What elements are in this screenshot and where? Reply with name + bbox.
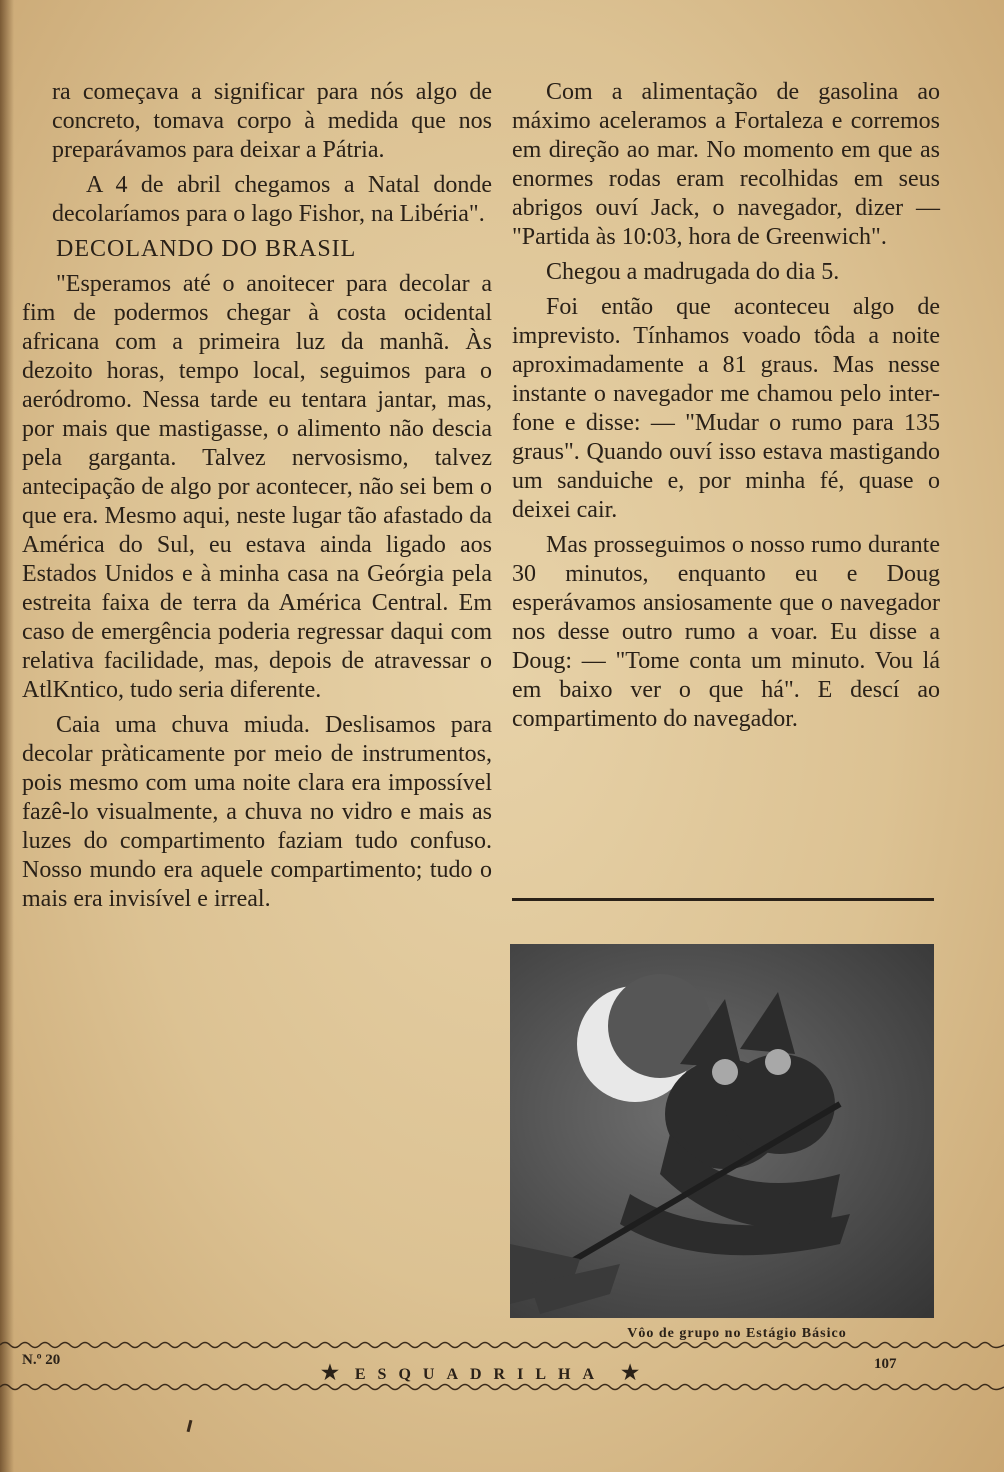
footer-bottom-wavy-line [0,1382,1004,1392]
star-icon: ★ [621,1362,640,1384]
section-heading: DECOLANDO DO BRASIL [56,236,357,262]
left-paragraph-1: ra começava a significar para nós algo de concreto, tomava corpo à medida que nos preparávamos para deixar a Pátria. [52,79,492,163]
magazine-name: ESQUADRILHA [354,1366,606,1383]
left-paragraph-4: Caia uma chuva miuda. Deslisamos para decolar pràticamente por meio de instrumentos, pois mesmo com uma noite clara era impossível fazê-lo visualmente, a chuva no vidro e mais as luzes do compartimento faziam tudo confuso. Nosso mundo era aquele compartimento; tudo o mais era invisível e irreal. [22,712,492,912]
ink-mark [187,1420,193,1432]
witches-illustration [510,944,934,1318]
left-paragraph-3: "Esperamos até o anoitecer para decolar a fim de podermos chegar à costa ocidental africana com a primeira luz da manhã. Às dezoito horas, tempo local, seguimos para o aeródromo. Nessa tarde eu tentara jantar, mas, por mais que mastigasse, o alimento não descia pela garganta. Talvez nervosismo, talvez antecipação de algo por acontecer, não sei bem o que era. Mesmo aqui, neste lugar tão afastado da América do Sul, eu estava ainda ligado aos Estados Unidos e à minha casa na Geórgia pela estreita faixa de terra da América Central. Em caso de emergência poderia regressar daqui com relativa facilidade, mas, depois de atravessar o AtlKntico, tudo seria diferente. [22,271,492,703]
left-column [22,78,492,920]
right-paragraph-3: Foi então que aconteceu algo de imprevisto. Tínhamos voado tôda a noite aproximadamente a 81 graus. Mas nesse instante o navegador me chamou pelo inter-fone e disse: — "Mudar o rumo para 135 graus". Quando ouví isso estava mastigando um sanduiche e, por minha fé, quase o deixei cair. [512,294,940,523]
right-column [512,78,940,740]
page-footer [0,1352,1004,1382]
footer-top-wavy-line [0,1340,1004,1350]
left-paragraph-2: A 4 de abril chegamos a Natal donde decolaríamos para o lago Fishor, na Libéria". [52,172,492,227]
right-paragraph-1: Com a alimentação de gasolina ao máximo aceleramos a Fortaleza e corremos em direção ao mar. No momento em que as enormes rodas eram recolhidas em seus abrigos ouví Jack, o navegador, dizer — "Partida às 10:03, hora de Greenwich". [512,79,940,250]
left-column-lead [22,78,492,229]
page-number: 107 [874,1356,897,1372]
page-edge-shadow [0,0,14,1472]
column-divider-rule [512,898,934,901]
right-paragraph-2: Chegou a madrugada do dia 5. [546,259,840,285]
star-icon: ★ [320,1362,339,1384]
figure-caption: Vôo de grupo no Estágio Básico [627,1326,847,1341]
issue-number: N.º 20 [22,1352,61,1368]
witches-on-broom-moon-icon [510,944,934,1318]
right-paragraph-4: Mas prosseguimos o nosso rumo durante 30 minutos, enquanto eu e Doug esperávamos ansiosamente que o navegador nos desse outro rumo a voar. Eu disse a Doug: — "Tome conta um minuto. Vou lá em baixo ver o que há". E descí ao compartimento do navegador. [512,532,940,732]
